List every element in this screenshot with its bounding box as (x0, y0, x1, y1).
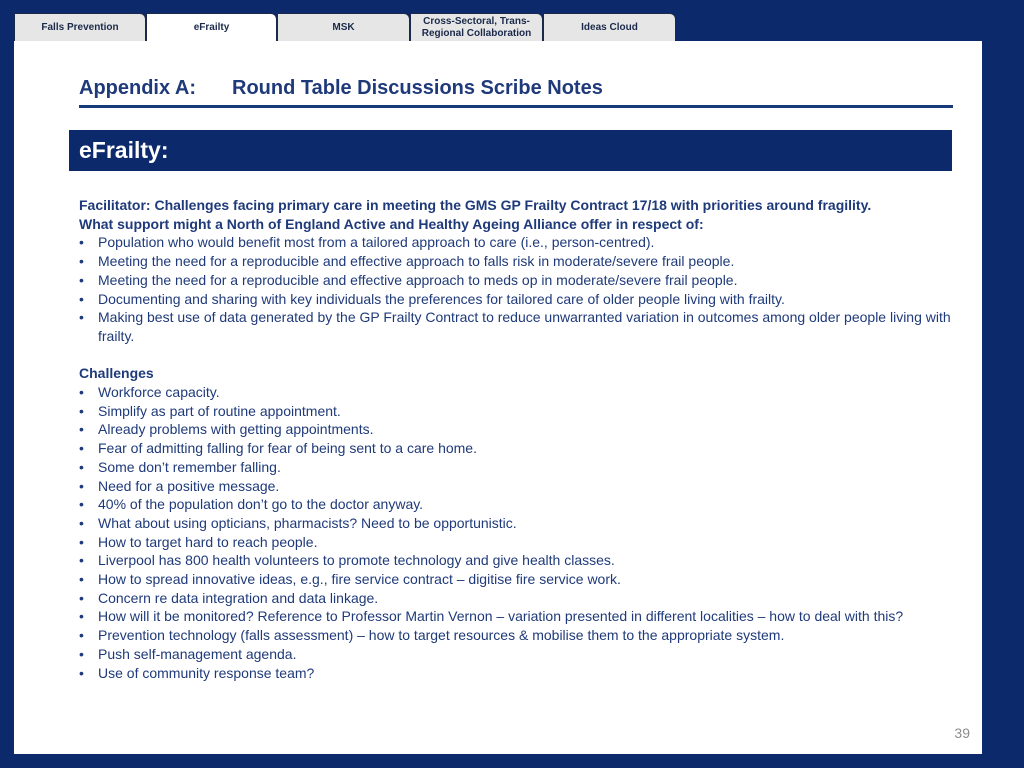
list-item: • Workforce capacity. (79, 383, 959, 402)
tab-falls-prevention[interactable]: Falls Prevention (14, 13, 146, 41)
list-item: • Simplify as part of routine appointment. (79, 402, 959, 421)
appendix-label: Appendix A: (79, 77, 197, 99)
list-item: • How to target hard to reach people. (79, 533, 959, 552)
support-question: What support might a North of England Active and Healthy Ageing Alliance offer in respect of: (79, 215, 704, 232)
list-item: • What about using opticians, pharmacists? Need to be opportunistic. (79, 514, 959, 533)
slide-panel (14, 41, 982, 754)
list-item: • Already problems with getting appointments. (79, 420, 959, 439)
list-item: • How to spread innovative ideas, e.g., fire service contract – digitise fire service work. (79, 570, 959, 589)
list-item: • How will it be monitored? Reference to Professor Martin Vernon – variation presented in different localities – how to deal with this? (79, 607, 959, 626)
list-item: • Fear of admitting falling for fear of being sent to a care home. (79, 439, 959, 458)
tab-msk[interactable]: MSK (277, 13, 410, 41)
section-banner (69, 130, 952, 171)
title-divider (79, 105, 953, 108)
spacer (79, 346, 959, 365)
facilitator-question: Facilitator: Challenges facing primary care in meeting the GMS GP Frailty Contract 17/18 with priorities around fragility. (79, 197, 872, 213)
challenges-list (79, 383, 959, 682)
list-item: • Liverpool has 800 health volunteers to promote technology and give health classes. (79, 551, 959, 570)
list-item: • Making best use of data generated by the GP Frailty Contract to reduce unwarranted variation in outcomes among older people living with frailty. (79, 308, 959, 345)
page-number: 39 (954, 725, 970, 741)
list-item: • Meeting the need for a reproducible and effective approach to falls risk in moderate/severe frail people. (79, 252, 959, 271)
list-item: • Concern re data integration and data linkage. (79, 589, 959, 608)
page-title: Round Table Discussions Scribe Notes (232, 77, 603, 99)
list-item: • Population who would benefit most from a tailored approach to care (i.e., person-centred). (79, 233, 959, 252)
list-item: • Some don’t remember falling. (79, 458, 959, 477)
list-item: • 40% of the population don’t go to the doctor anyway. (79, 495, 959, 514)
list-item: • Documenting and sharing with key individuals the preferences for tailored care of older people living with frailty. (79, 290, 959, 309)
tab-ideas-cloud[interactable]: Ideas Cloud (543, 13, 676, 41)
tab-bar (14, 13, 714, 41)
list-item: • Need for a positive message. (79, 477, 959, 496)
list-item: • Meeting the need for a reproducible and effective approach to meds op in moderate/severe frail people. (79, 271, 959, 290)
section-title: eFrailty: (79, 137, 169, 163)
list-item: • Use of community response team? (79, 664, 959, 683)
tab-efrailty[interactable]: eFrailty (146, 13, 277, 42)
list-item: • Prevention technology (falls assessment) – how to target resources & mobilise them to the appropriate system. (79, 626, 959, 645)
tab-cross-sectoral[interactable]: Cross-Sectoral, Trans-Regional Collaboration (410, 13, 543, 41)
notes-content (79, 196, 959, 682)
facilitator-list (79, 233, 959, 345)
list-item: • Push self-management agenda. (79, 645, 959, 664)
challenges-heading: Challenges (79, 365, 154, 382)
